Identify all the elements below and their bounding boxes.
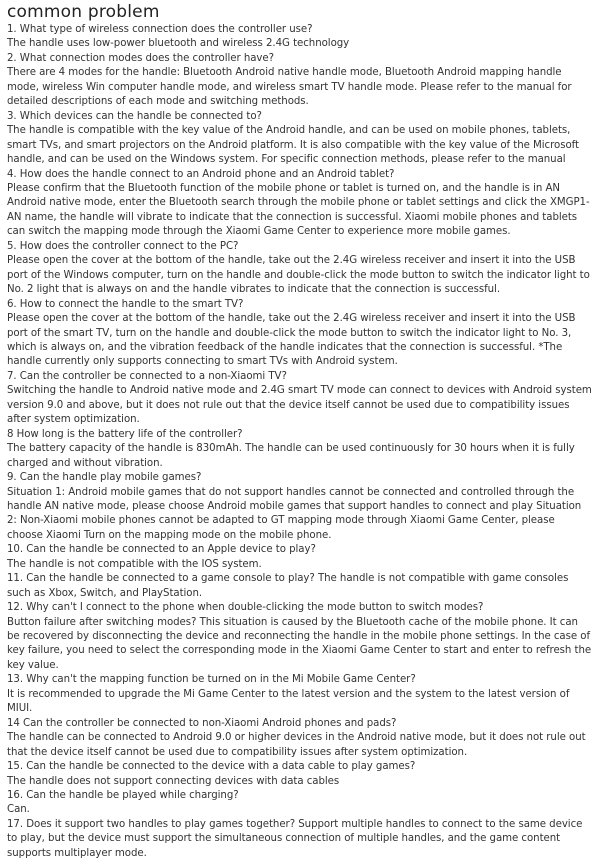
faq-line: Situation 1: Android mobile games that do not support handles cannot be connected and controlled through the handle AN native mode, please choose Android mobile games that support handles to connect and play Situation 2: Non-Xiaomi mobile phones cannot be adapted to GT mapping mode through Xiaomi Game Center, please choose Xiaomi Turn on the mapping mode on the mobile phone.	[7, 486, 582, 541]
faq-line: 8 How long is the battery life of the controller?	[7, 428, 243, 440]
faq-line: Please open the cover at the bottom of the handle, take out the 2.4G wireless receiver and insert it into the USB port of the smart TV, turn on the handle and double-click the mode button to switch the indicator light to No. 3, which is always on, and the vibration feedback of the handle indicates that the connection is successful. *The handle currently only supports connecting to smart TVs with Android system.	[7, 313, 576, 368]
faq-line: The handle does not support connecting devices with data cables	[7, 775, 340, 787]
page-title: common problem	[7, 2, 160, 22]
faq-line: It is recommended to upgrade the Mi Game Center to the latest version and the system to the latest version of MIUI.	[7, 688, 570, 715]
faq-line: 13. Why can't the mapping function be turned on in the Mi Mobile Game Center?	[7, 674, 416, 686]
faq-line: 11. Can the handle be connected to a game console to play? The handle is not compatible with game consoles such as Xbox, Switch, and PlayStation.	[7, 573, 569, 599]
faq-line: 1. What type of wireless connection does the controller use?	[7, 24, 313, 35]
faq-line: 14 Can the controller be connected to non-Xiaomi Android phones and pads?	[7, 717, 397, 729]
faq-line: 2. What connection modes does the controller have?	[7, 52, 274, 64]
faq-line: The handle is compatible with the key value of the Android handle, and can be used on mobile phones, tablets, smart TVs, and smart projectors on the Android platform. It is also compatible with the key value of the Microsoft handle, and can be used on the Windows system. For specific connection methods, please refer to the manual	[7, 125, 579, 166]
faq-line: 6. How to connect the handle to the smart TV?	[7, 298, 244, 310]
faq-line: Can.	[7, 804, 30, 816]
faq-line: There are 4 modes for the handle: Bluetooth Android native handle mode, Bluetooth Android mapping handle mode, wireless Win computer handle mode, and wireless smart TV handle mode. Please refer to the manual for detailed descriptions of each mode and switching methods.	[7, 67, 572, 108]
faq-line: The battery capacity of the handle is 830mAh. The handle can be used continuously for 30 hours when it is fully charged and without vibration.	[7, 443, 575, 469]
faq-line: The handle is not compatible with the IOS system.	[7, 558, 262, 570]
faq-line: 9. Can the handle play mobile games?	[7, 472, 202, 484]
faq-line: Please open the cover at the bottom of the handle, take out the 2.4G wireless receiver and insert it into the USB port of the Windows computer, turn on the handle and double-click the mode button to switch the indicator light to No. 2 light that is always on and the handle vibrates to indicate that the connection is successful.	[7, 255, 590, 296]
faq-list	[7, 23, 593, 861]
faq-line: 16. Can the handle be played while charging?	[7, 790, 239, 802]
faq-line: 15. Can the handle be connected to the device with a data cable to play games?	[7, 761, 416, 773]
faq-line: 17. Does it support two handles to play games together? Support multiple handles to connect to the same device to play, but the device must support the simultaneous connection of multiple handles, and the game content supports multiplayer mode.	[7, 818, 583, 859]
faq-line: 7. Can the controller be connected to a non-Xiaomi TV?	[7, 370, 287, 382]
faq-line: Switching the handle to Android native mode and 2.4G smart TV mode can connect to devices with Android system version 9.0 and above, but it does not rule out that the device itself cannot be used due to compatibility issues after system optimization.	[7, 385, 592, 426]
faq-line: 3. Which devices can the handle be connected to?	[7, 110, 262, 122]
faq-line: Button failure after switching modes? This situation is caused by the Bluetooth cache of the mobile phone. It can be recovered by disconnecting the device and reconnecting the handle in the mobile phone settings. In the case of key failure, you need to select the corresponding mode in the Xiaomi Game Center to start and enter to refresh the key value.	[7, 616, 592, 671]
faq-line: 10. Can the handle be connected to an Apple device to play?	[7, 544, 316, 556]
faq-line: 5. How does the controller connect to the PC?	[7, 240, 239, 252]
faq-line: The handle uses low-power bluetooth and wireless 2.4G technology	[7, 38, 350, 50]
faq-line: The handle can be connected to Android 9.0 or higher devices in the Android native mode, but it does not rule out that the device itself cannot be used due to compatibility issues after system optimization.	[7, 732, 586, 758]
faq-line: 12. Why can't I connect to the phone when double-clicking the mode button to switch modes?	[7, 602, 484, 614]
faq-line: 4. How does the handle connect to an Android phone and an Android tablet?	[7, 168, 395, 180]
faq-line: Please confirm that the Bluetooth function of the mobile phone or tablet is turned on, and the handle is in AN Android native mode, enter the Bluetooth search through the mobile phone or tablet settings and click the XMGP1-AN name, the handle will vibrate to indicate that the connection is successful. Xiaomi mobile phones and tablets can switch the mapping mode through the Xiaomi Game Center to experience more mobile games.	[7, 182, 590, 238]
